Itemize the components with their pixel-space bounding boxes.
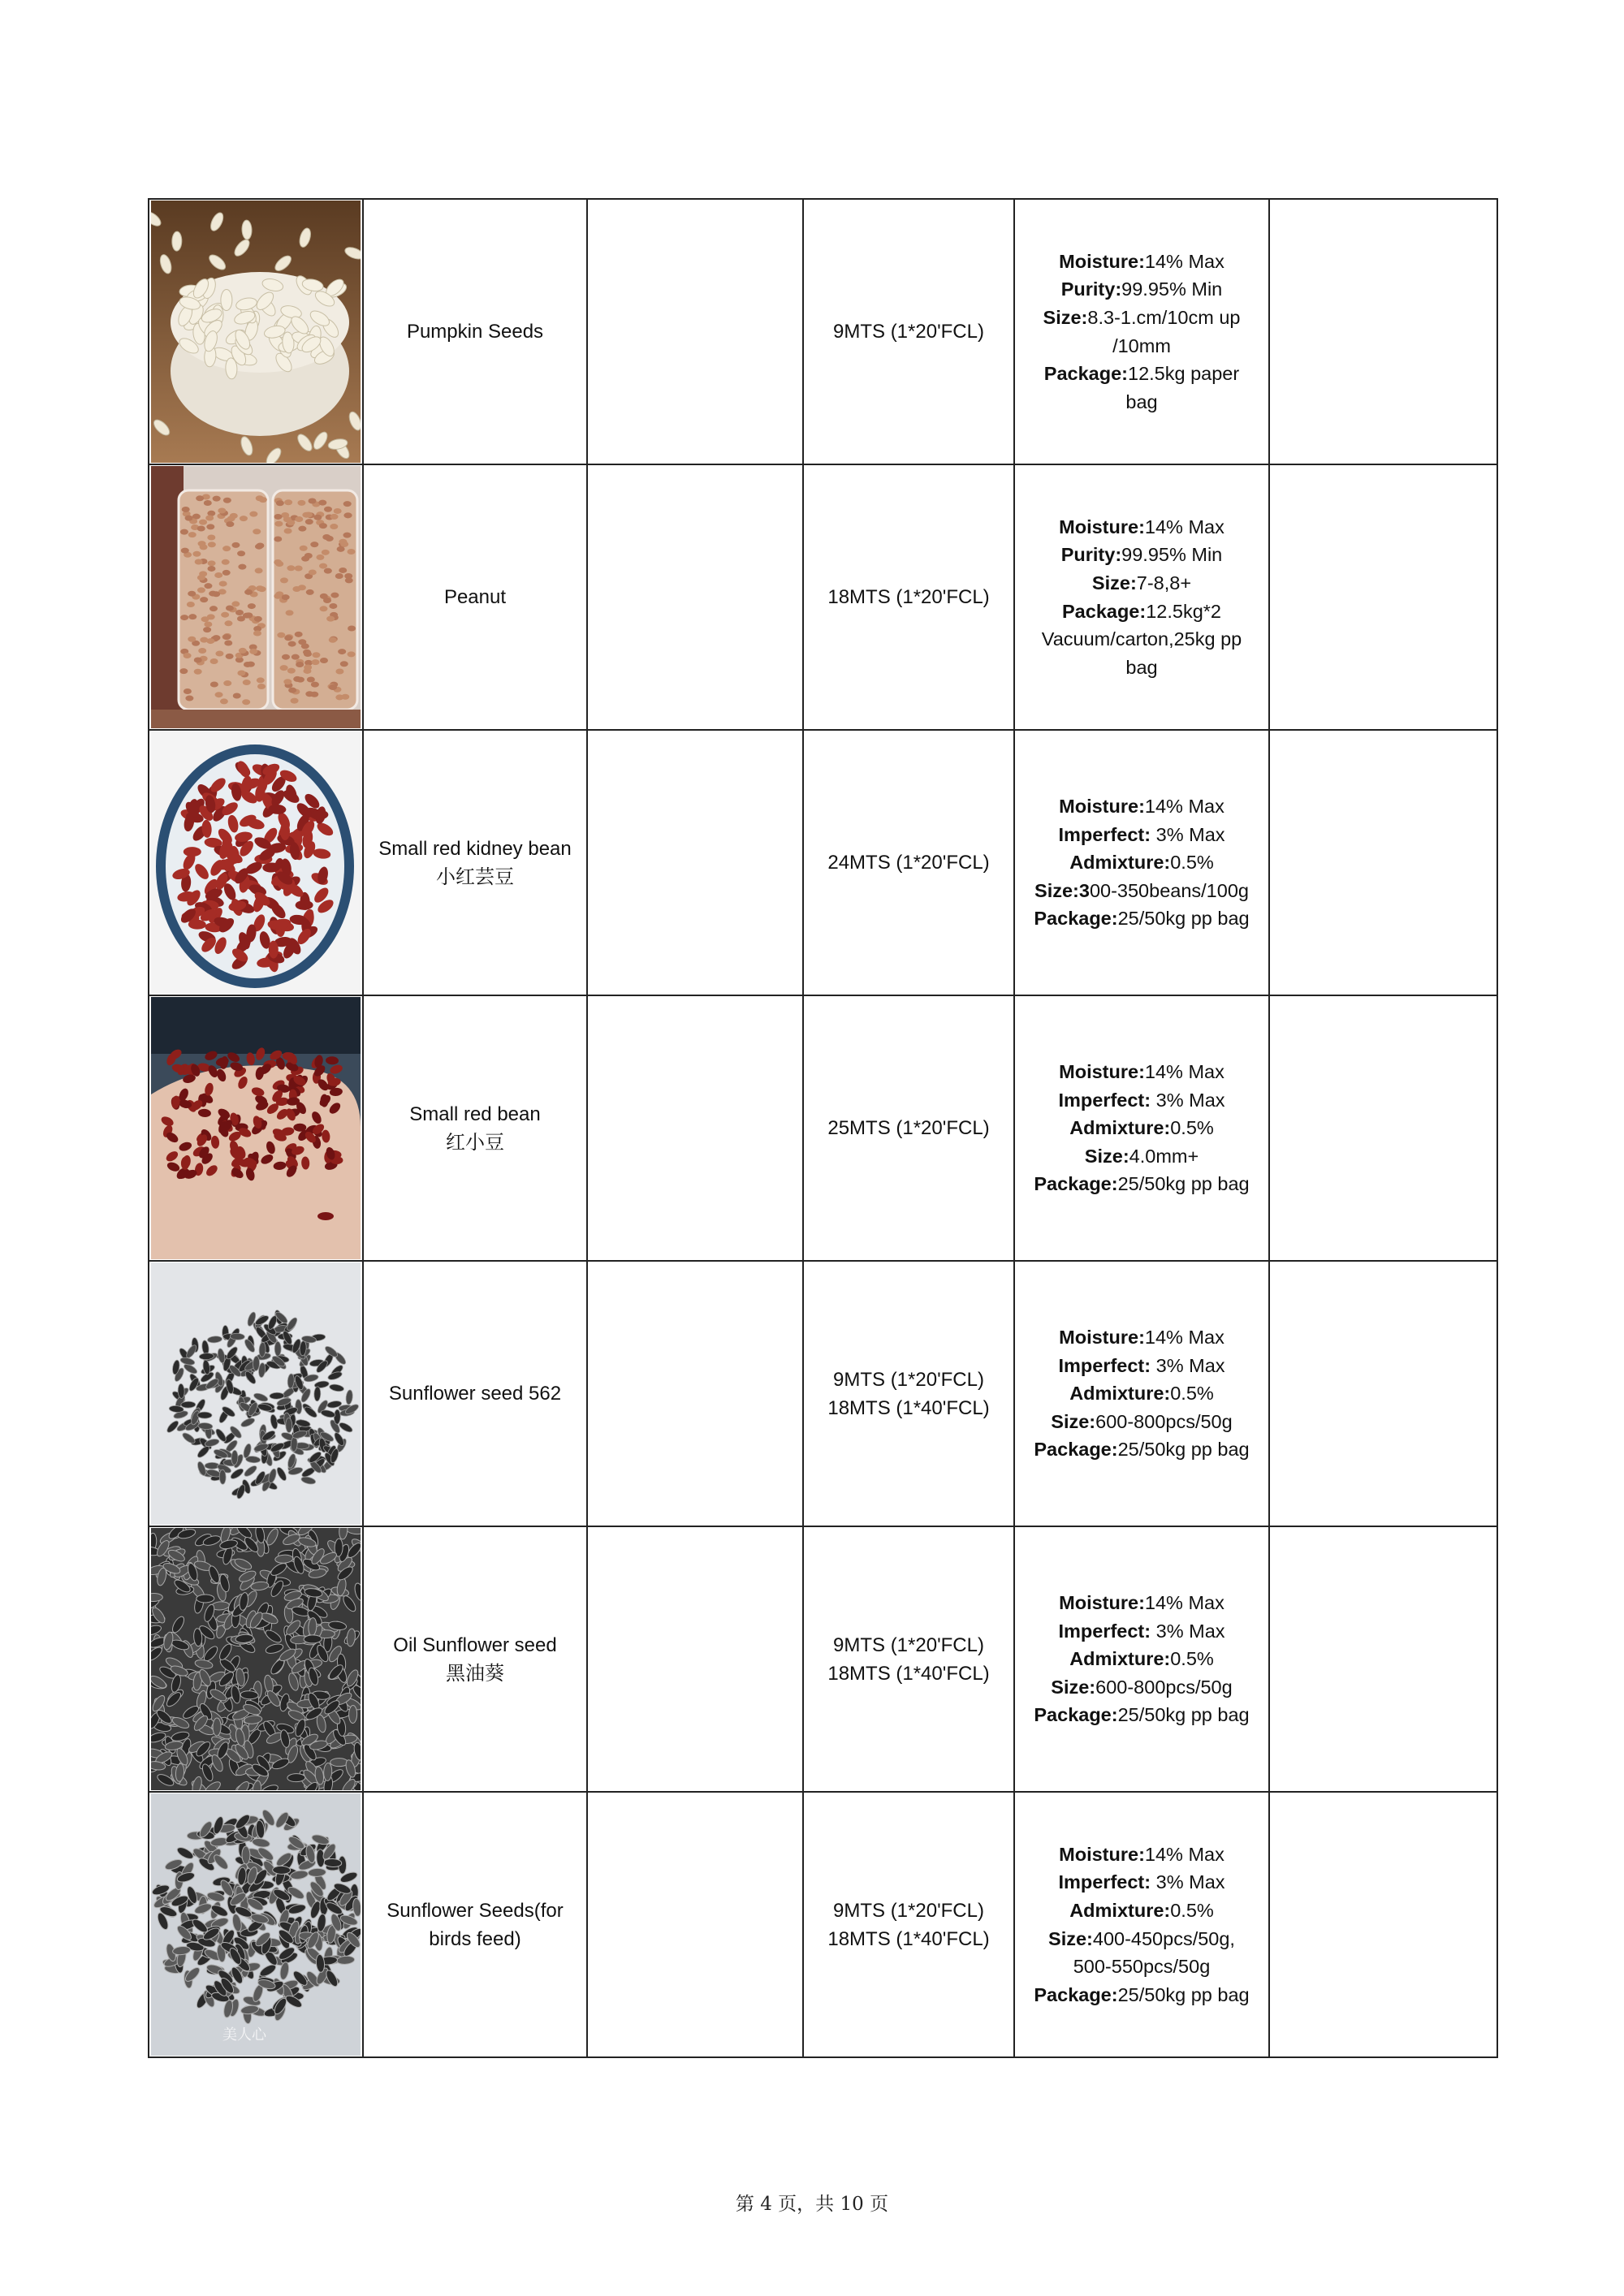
- container-quantity: [803, 730, 1014, 995]
- spec-key: Size:: [1051, 1676, 1096, 1698]
- spec-line: [1023, 877, 1260, 905]
- spec-line: [1023, 388, 1260, 416]
- spec-value: 14% Max: [1144, 1061, 1224, 1083]
- spec-key: Moisture:: [1059, 1592, 1145, 1614]
- spec-value: 600-800pcs/50g: [1095, 1676, 1233, 1698]
- spec-value: 3% Max: [1151, 1871, 1225, 1893]
- spec-key: Moisture:: [1059, 796, 1145, 818]
- quantity-line: 9MTS (1*20'FCL): [833, 321, 984, 343]
- spec-line: [1023, 625, 1260, 654]
- product-specifications: [1014, 1261, 1269, 1526]
- spec-line: [1023, 1408, 1260, 1436]
- spec-key: Package:: [1034, 1704, 1118, 1726]
- spec-value: 25/50kg pp bag: [1117, 1173, 1250, 1195]
- spec-value: bag: [1125, 656, 1158, 678]
- quantity-line: 25MTS (1*20'FCL): [827, 1117, 990, 1139]
- spec-key: Size:: [1048, 1927, 1093, 1949]
- spec-value: 25/50kg pp bag: [1117, 1983, 1250, 2005]
- spec-key: Size:: [1084, 1145, 1129, 1167]
- spec-value: 00-350beans/100g: [1089, 879, 1249, 901]
- product-specifications: [1014, 1792, 1269, 2057]
- product-name-line: Sunflower seed 562: [388, 1383, 562, 1405]
- spec-key: Admixture:: [1069, 1648, 1171, 1670]
- spec-line: [1023, 1925, 1260, 1953]
- peanut-bags-photo: [151, 466, 361, 728]
- spec-value: 3% Max: [1151, 823, 1225, 845]
- small-red-bean-photo: [151, 997, 361, 1259]
- quantity-line: 9MTS (1*20'FCL): [833, 1899, 984, 1922]
- product-name-line: Small red kidney bean: [378, 837, 572, 860]
- spec-line: [1023, 848, 1260, 877]
- product-specifications: [1014, 1526, 1269, 1792]
- spec-line: [1023, 598, 1260, 626]
- empty-cell: [587, 995, 803, 1261]
- quantity-line: 18MTS (1*40'FCL): [827, 1396, 990, 1419]
- spec-line: [1023, 1352, 1260, 1380]
- spec-value: 0.5%: [1170, 1383, 1214, 1405]
- product-image-cell: [149, 464, 363, 730]
- spec-key: Size:3: [1034, 879, 1090, 901]
- spec-value: 0.5%: [1170, 1117, 1214, 1139]
- empty-cell: [1269, 199, 1497, 464]
- empty-cell: [1269, 1261, 1497, 1526]
- spec-value: bag: [1125, 391, 1158, 412]
- product-image-cell: [149, 995, 363, 1261]
- product-specifications: [1014, 995, 1269, 1261]
- spec-key: Imperfect:: [1058, 823, 1151, 845]
- container-quantity: [803, 1526, 1014, 1792]
- spec-key: Admixture:: [1069, 1899, 1171, 1921]
- product-table: [148, 198, 1498, 2058]
- spec-line: [1023, 304, 1260, 332]
- empty-cell: [587, 730, 803, 995]
- spec-line: [1023, 1673, 1260, 1702]
- oil-sunflower-seed-photo: [151, 1528, 361, 1790]
- table-row: [149, 730, 1497, 995]
- spec-line: [1023, 513, 1260, 542]
- spec-line: [1023, 1897, 1260, 1925]
- product-name-line: Sunflower Seeds(for: [387, 1899, 564, 1922]
- container-quantity: [803, 1261, 1014, 1526]
- spec-value: 8.3-1.cm/10cm up: [1087, 306, 1241, 328]
- spec-value: 14% Max: [1144, 796, 1224, 818]
- bird-feed-sunflower-seeds-photo: [151, 1793, 361, 2056]
- spec-line: [1023, 1841, 1260, 1869]
- product-name-line: Oil Sunflower seed: [393, 1634, 557, 1656]
- product-name: [363, 730, 587, 995]
- spec-key: Moisture:: [1059, 1327, 1145, 1349]
- spec-line: [1023, 360, 1260, 388]
- product-name: [363, 995, 587, 1261]
- empty-cell: [1269, 1792, 1497, 2057]
- spec-line: [1023, 1323, 1260, 1352]
- spec-value: 0.5%: [1170, 852, 1214, 874]
- spec-key: Admixture:: [1069, 852, 1171, 874]
- spec-value: 25/50kg pp bag: [1117, 1439, 1250, 1461]
- spec-line: [1023, 1645, 1260, 1673]
- pumpkin-seeds-photo: [151, 201, 361, 463]
- spec-line: [1023, 332, 1260, 360]
- spec-line: [1023, 1379, 1260, 1408]
- empty-cell: [587, 199, 803, 464]
- empty-cell: [587, 1261, 803, 1526]
- spec-key: Moisture:: [1059, 250, 1145, 272]
- spec-line: [1023, 1617, 1260, 1646]
- spec-line: [1023, 569, 1260, 598]
- spec-value: 4.0mm+: [1129, 1145, 1199, 1167]
- spec-value: 12.5kg paper: [1128, 363, 1240, 385]
- container-quantity: [803, 199, 1014, 464]
- spec-value: /10mm: [1112, 334, 1171, 356]
- empty-cell: [587, 1792, 803, 2057]
- spec-line: [1023, 1170, 1260, 1198]
- product-name-line: 红小豆: [446, 1131, 504, 1154]
- spec-key: Size:: [1043, 306, 1088, 328]
- product-image-cell: [149, 1526, 363, 1792]
- spec-key: Imperfect:: [1058, 1871, 1151, 1893]
- product-name-line: 黑油葵: [446, 1662, 504, 1685]
- spec-value: 14% Max: [1144, 516, 1224, 537]
- sunflower-seed-562-photo: [151, 1262, 361, 1525]
- spec-value: 14% Max: [1144, 1327, 1224, 1349]
- spec-key: Size:: [1051, 1410, 1096, 1432]
- spec-value: 14% Max: [1144, 1843, 1224, 1865]
- spec-key: Moisture:: [1059, 516, 1145, 537]
- table-row: [149, 464, 1497, 730]
- table-row: [149, 1526, 1497, 1792]
- spec-key: Admixture:: [1069, 1383, 1171, 1405]
- quantity-line: 9MTS (1*20'FCL): [833, 1368, 984, 1391]
- product-name-line: Peanut: [443, 586, 507, 608]
- product-name: [363, 1261, 587, 1526]
- product-name: [363, 199, 587, 464]
- spec-line: [1023, 1953, 1260, 1981]
- empty-cell: [1269, 730, 1497, 995]
- spec-line: [1023, 821, 1260, 849]
- quantity-line: 24MTS (1*20'FCL): [827, 852, 990, 874]
- page-footer: 第 4 页，共 10 页: [735, 2194, 889, 2215]
- spec-value: 0.5%: [1170, 1899, 1214, 1921]
- spec-value: 99.95% Min: [1121, 278, 1223, 300]
- spec-line: [1023, 1086, 1260, 1115]
- spec-key: Purity:: [1060, 544, 1122, 566]
- table-row: [149, 995, 1497, 1261]
- spec-value: 600-800pcs/50g: [1095, 1410, 1233, 1432]
- quantity-line: 18MTS (1*40'FCL): [827, 1927, 990, 1950]
- spec-line: [1023, 1142, 1260, 1171]
- quantity-line: 18MTS (1*20'FCL): [827, 586, 990, 608]
- product-name: [363, 1792, 587, 2057]
- product-name-line: Pumpkin Seeds: [406, 321, 544, 343]
- spec-value: 14% Max: [1144, 250, 1224, 272]
- product-specifications: [1014, 199, 1269, 464]
- spec-key: Package:: [1034, 1439, 1118, 1461]
- container-quantity: [803, 464, 1014, 730]
- spec-key: Imperfect:: [1058, 1089, 1151, 1111]
- spec-line: [1023, 654, 1260, 682]
- photo-watermark: 美人心: [222, 2026, 266, 2043]
- spec-value: 400-450pcs/50g,: [1092, 1927, 1235, 1949]
- spec-line: [1023, 792, 1260, 821]
- product-name: [363, 1526, 587, 1792]
- container-quantity: [803, 995, 1014, 1261]
- product-name-line: birds feed): [429, 1927, 521, 1950]
- product-name: [363, 464, 587, 730]
- spec-key: Package:: [1034, 908, 1118, 930]
- empty-cell: [1269, 464, 1497, 730]
- spec-value: 3% Max: [1151, 1354, 1225, 1376]
- spec-key: Package:: [1043, 363, 1128, 385]
- spec-value: 25/50kg pp bag: [1117, 1704, 1250, 1726]
- product-image-cell: [149, 199, 363, 464]
- spec-key: Package:: [1062, 600, 1147, 622]
- product-image-cell: [149, 1261, 363, 1526]
- spec-key: Moisture:: [1059, 1843, 1145, 1865]
- spec-line: [1023, 1981, 1260, 2009]
- small-red-kidney-bean-photo: [151, 732, 361, 994]
- product-name-line: 小红芸豆: [436, 865, 514, 888]
- spec-line: [1023, 1868, 1260, 1897]
- spec-key: Imperfect:: [1058, 1354, 1151, 1376]
- spec-value: 3% Max: [1151, 1089, 1225, 1111]
- spec-value: 25/50kg pp bag: [1117, 908, 1250, 930]
- spec-value: 14% Max: [1144, 1592, 1224, 1614]
- table-row: [149, 1261, 1497, 1526]
- empty-cell: [587, 1526, 803, 1792]
- spec-line: [1023, 1701, 1260, 1729]
- spec-key: Purity:: [1060, 278, 1122, 300]
- spec-value: 500-550pcs/50g: [1073, 1956, 1211, 1978]
- spec-value: 99.95% Min: [1121, 544, 1223, 566]
- empty-cell: [587, 464, 803, 730]
- spec-line: [1023, 904, 1260, 933]
- product-specifications: [1014, 464, 1269, 730]
- product-image-cell: [149, 1792, 363, 2057]
- empty-cell: [1269, 995, 1497, 1261]
- empty-cell: [1269, 1526, 1497, 1792]
- spec-value: 12.5kg*2: [1146, 600, 1221, 622]
- quantity-line: 9MTS (1*20'FCL): [833, 1634, 984, 1656]
- spec-key: Imperfect:: [1058, 1620, 1151, 1642]
- table-row: [149, 1792, 1497, 2057]
- table-row: [149, 199, 1497, 464]
- spec-key: Moisture:: [1059, 1061, 1145, 1083]
- product-specifications: [1014, 730, 1269, 995]
- container-quantity: [803, 1792, 1014, 2057]
- product-image-cell: [149, 730, 363, 995]
- spec-key: Admixture:: [1069, 1117, 1171, 1139]
- spec-line: [1023, 541, 1260, 569]
- spec-value: Vacuum/carton,25kg pp: [1041, 628, 1242, 650]
- spec-value: 7-8,8+: [1136, 572, 1192, 593]
- spec-key: Size:: [1091, 572, 1137, 593]
- spec-line: [1023, 275, 1260, 304]
- quantity-line: 18MTS (1*40'FCL): [827, 1662, 990, 1685]
- spec-value: 0.5%: [1170, 1648, 1214, 1670]
- spec-line: [1023, 1589, 1260, 1617]
- spec-line: [1023, 1435, 1260, 1464]
- spec-line: [1023, 1114, 1260, 1142]
- spec-value: 3% Max: [1151, 1620, 1225, 1642]
- spec-line: [1023, 248, 1260, 276]
- spec-line: [1023, 1058, 1260, 1086]
- spec-key: Package:: [1034, 1983, 1118, 2005]
- spec-key: Package:: [1034, 1173, 1118, 1195]
- product-name-line: Small red bean: [409, 1103, 541, 1125]
